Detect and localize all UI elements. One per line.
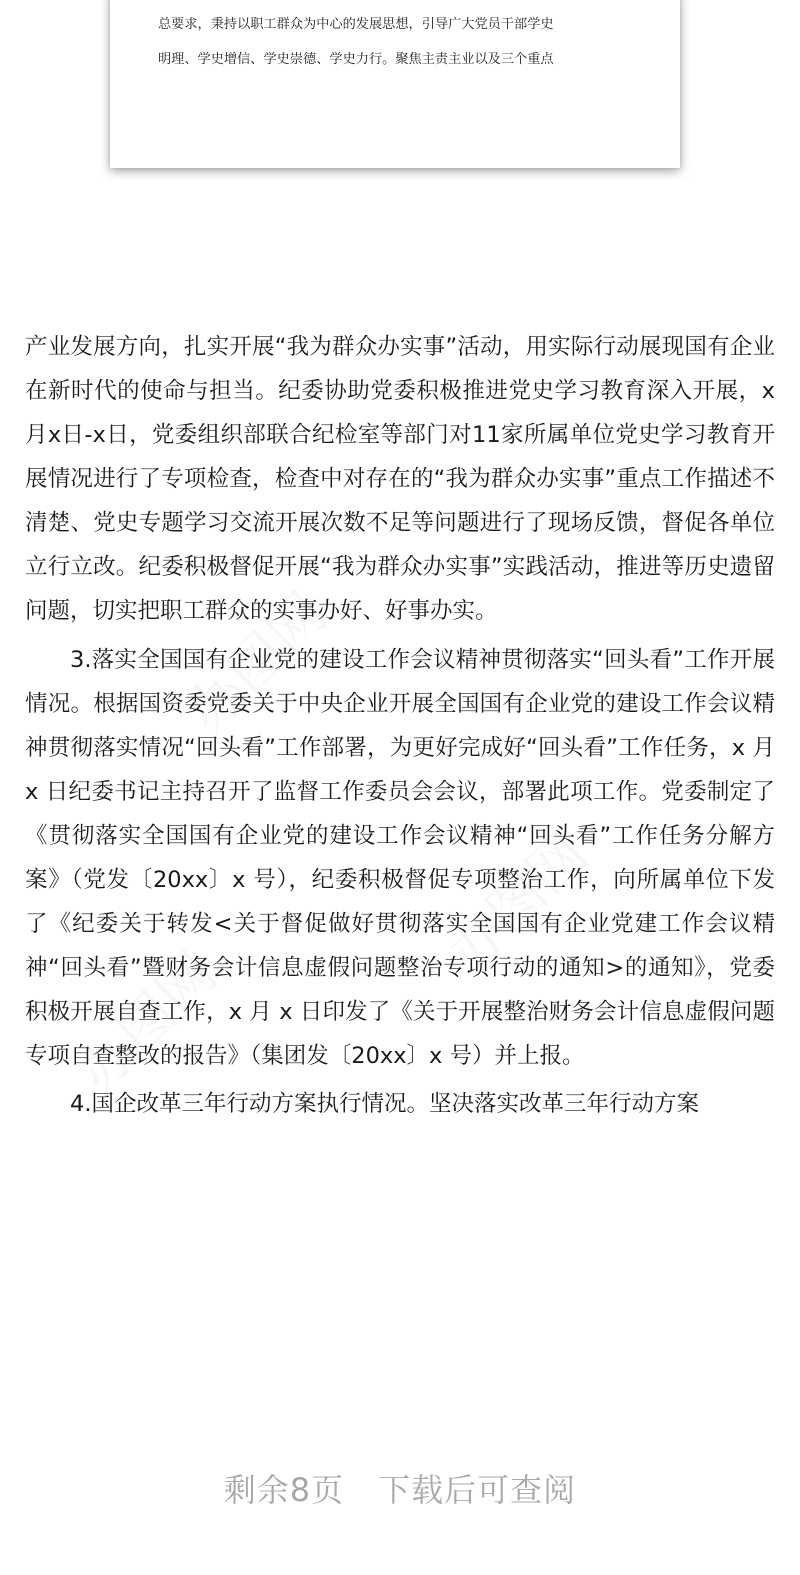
paragraph-item-3: 3.落实全国国有企业党的建设工作会议精神贯彻落实“回头看”工作开展情况。根据国资委党委关于中央企业开展全国国有企业党的建设工作会议精神贯彻落实情况“回头看”工作部署，为更好完成好“回头看”工作任务，x 月 x 日纪委书记主持召开了监督工作委员会会议，部署此项工作。党委制定了《贯彻落实全国国有企业党的建设工作会议精神“回头看”工作任务分解方案》（党发〔20xx〕x 号），纪委积极督促专项整治工作，向所属单位下发了《纪委关于转发<关于督促做好贯彻落实全国国有企业党建工作会议精神“回头看”暨财务会计信息虚假问题整治专项行动的通知>的通知》，党委积极开展自查工作，x 月 x 日印发了《关于开展整治财务会计信息虚假问题专项自查整改的报告》（集团发〔20xx〕x 号）并上报。 <box>25 646 775 1069</box>
paragraph-item-4: 4.国企改革三年行动方案执行情况。坚决落实改革三年行动方案 <box>70 1091 699 1117</box>
remaining-pages-notice[interactable] <box>0 1462 800 1518</box>
remaining-pages-text: 剩余8页 <box>223 1471 345 1509</box>
document-body <box>25 325 775 1131</box>
card-text-line-2: 明理、学史增信、学史崇德、学史力行。聚焦主责主业以及三个重点 <box>158 52 554 67</box>
card-text-line-1: 总要求，秉持以职工群众为中心的发展思想，引导广大党员干部学史 <box>158 17 554 32</box>
download-hint-text: 下载后可查阅 <box>378 1471 577 1509</box>
paragraph-continuation: 产业发展方向，扎实开展“我为群众办实事”活动，用实际行动展现国有企业在新时代的使命与担当。纪委协助党委积极推进党史学习教育深入开展，x月x日-x日，党委组织部联合纪检室等部门对11家所属单位党史学习教育开展情况进行了专项检查，检查中对存在的“我为群众办实事”重点工作描述不清楚、党史专题学习交流开展次数不足等问题进行了现场反馈，督促各单位立行立改。纪委积极督促开展“我为群众办实事”实践活动，推进等历史遗留问题，切实把职工群众的实事办好、好事办实。 <box>25 334 775 624</box>
preview-page-card <box>110 0 680 168</box>
